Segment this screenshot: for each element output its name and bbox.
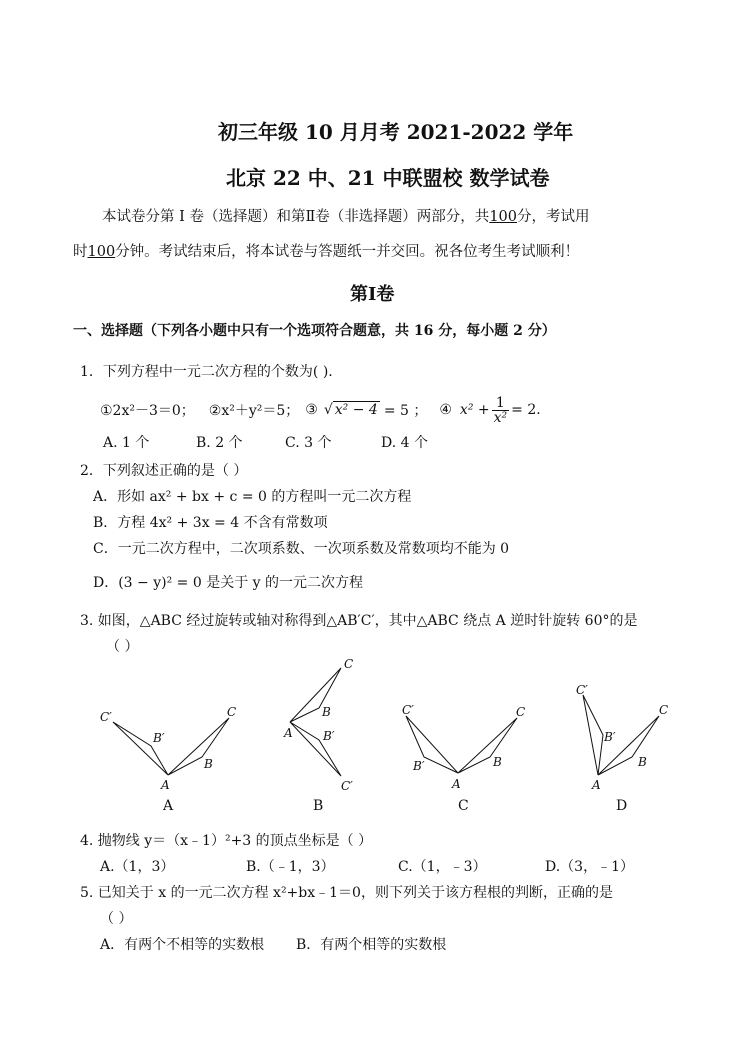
figure-d-label-b: B: [638, 755, 647, 769]
figure-a-label-b-prime: B′: [153, 731, 165, 745]
q1-option-c[interactable]: C. 3 个: [285, 435, 332, 451]
q2-option-d[interactable]: D．(3 − y)² = 0 是关于 y 的一元二次方程: [93, 575, 364, 591]
figure-d-label-c: C: [659, 703, 669, 717]
figure-c-label-c-prime: C′: [402, 703, 414, 717]
figure-c-triangle-abc-prime: [406, 716, 458, 773]
q2-option-b[interactable]: B．方程 4x² + 3x = 4 不含有常数项: [93, 515, 328, 531]
figure-a-triangle-abc-prime: [113, 722, 168, 775]
q1-eq3-label: ③: [305, 402, 318, 418]
intro-line-1: 本试卷分第 I 卷（选择题）和第Ⅱ卷（非选择题）两部分，共100分，考试用: [102, 209, 590, 225]
q1-eq3-rhs: = 5 ；: [383, 403, 428, 419]
q5-stem: 5. 已知关于 x 的一元二次方程 x²+bx﹣1＝0，则下列关于该方程根的判断，正确的是: [80, 885, 613, 901]
q5-option-b[interactable]: B．有两个相等的实数根: [296, 937, 447, 953]
figure-b-label-c: C: [344, 657, 354, 671]
figure-b-triangle-abc-prime: [290, 722, 341, 776]
q3-paren: （ ）: [106, 639, 139, 655]
q1-stem: 1．下列方程中一元二次方程的个数为( ).: [80, 364, 333, 380]
title-line-2: 北京 22 中、21 中联盟校 数学试卷: [226, 166, 550, 190]
q5-option-a[interactable]: A．有两个不相等的实数根: [100, 937, 265, 953]
q2-option-a[interactable]: A．形如 ax² + bx + c = 0 的方程叫一元二次方程: [93, 489, 412, 505]
figure-c-caption: C: [458, 798, 469, 814]
q1-eq4-lhs: x² +: [459, 402, 490, 418]
figure-a-label-a: A: [161, 778, 170, 792]
figure-c-label-b: B: [493, 755, 502, 769]
figure-b-label-b: B: [322, 705, 331, 719]
q1-eq2: ②x²＋y²＝5；: [208, 403, 300, 419]
q4-option-c[interactable]: C.（1，﹣3）: [398, 859, 487, 875]
q1-eq4-rhs: = 2.: [511, 402, 541, 418]
q1-option-d[interactable]: D. 4 个: [381, 435, 428, 451]
figure-c-label-b-prime: B′: [413, 759, 425, 773]
figure-a-shapes: [113, 718, 229, 775]
intro-line-2: 时100分钟。考试结束后，将本试卷与答题纸一并交回。祝各位考生考试顺利！: [73, 244, 580, 260]
q1-eq4-fraction: $\frac{1}{\text{x²}}$: [493, 394, 508, 426]
figure-c-triangle-abc: [458, 718, 517, 773]
q1-eq3-radical: √ x² − 4: [323, 402, 378, 418]
figure-b-label-b-prime: B′: [323, 729, 335, 743]
q3-stem: 3. 如图，△ABC 经过旋转或轴对称得到△AB′C′，其中△ABC 绕点 A 逆时针旋转 60°的是: [80, 613, 638, 629]
figure-b-caption: B: [313, 798, 324, 814]
title-line-1: 初三年级 10 月月考 2021-2022 学年: [218, 120, 574, 144]
q4-option-d[interactable]: D.（3，﹣1）: [545, 859, 634, 875]
figure-a-label-c: C: [227, 705, 237, 719]
section-1-title: 一、选择题（下列各小题中只有一个选项符合题意，共 16 分，每小题 2 分）: [73, 323, 556, 339]
q2-option-c[interactable]: C．一元二次方程中，二次项系数、一次项系数及常数项均不能为 0: [93, 541, 510, 557]
figure-b-label-a: A: [284, 726, 293, 740]
figure-c-label-c: C: [516, 705, 526, 719]
figure-d-triangle-abc-prime: [583, 695, 603, 775]
figure-d-caption: D: [616, 798, 628, 814]
total-score: 100: [489, 209, 517, 225]
figure-b-label-c-prime: C′: [341, 779, 353, 793]
figure-a-triangle-abc: [168, 718, 229, 775]
q1-equations: [100, 392, 541, 428]
figure-d-label-a: A: [592, 778, 601, 792]
q1-option-a[interactable]: A. 1 个: [103, 435, 150, 451]
q1-option-b[interactable]: B. 2 个: [196, 435, 243, 451]
figure-d-label-b-prime: B′: [604, 730, 616, 744]
q4-stem: 4. 抛物线 y＝（x﹣1）²+3 的顶点坐标是（ ）: [80, 833, 373, 849]
figure-a-caption: A: [163, 798, 174, 814]
volume-title: 第Ⅰ卷: [350, 284, 395, 305]
q5-paren: （ ）: [100, 911, 133, 927]
figure-d-triangle-abc: [598, 716, 659, 775]
q4-option-a[interactable]: A.（1，3）: [100, 859, 175, 875]
q4-option-b[interactable]: B.（﹣1，3）: [246, 859, 335, 875]
q2-stem: 2．下列叙述正确的是（ ）: [80, 463, 248, 479]
figure-c-label-a: A: [452, 777, 461, 791]
q1-eq1: ①2x²－3＝0；: [100, 403, 195, 419]
figure-a-label-c-prime: C′: [100, 710, 112, 724]
figure-b-triangle-abc: [290, 668, 341, 722]
figure-d-label-c-prime: C′: [576, 683, 588, 697]
q1-eq4-label: ④: [439, 402, 452, 418]
figure-a-label-b: B: [204, 757, 213, 771]
exam-time: 100: [87, 244, 116, 260]
